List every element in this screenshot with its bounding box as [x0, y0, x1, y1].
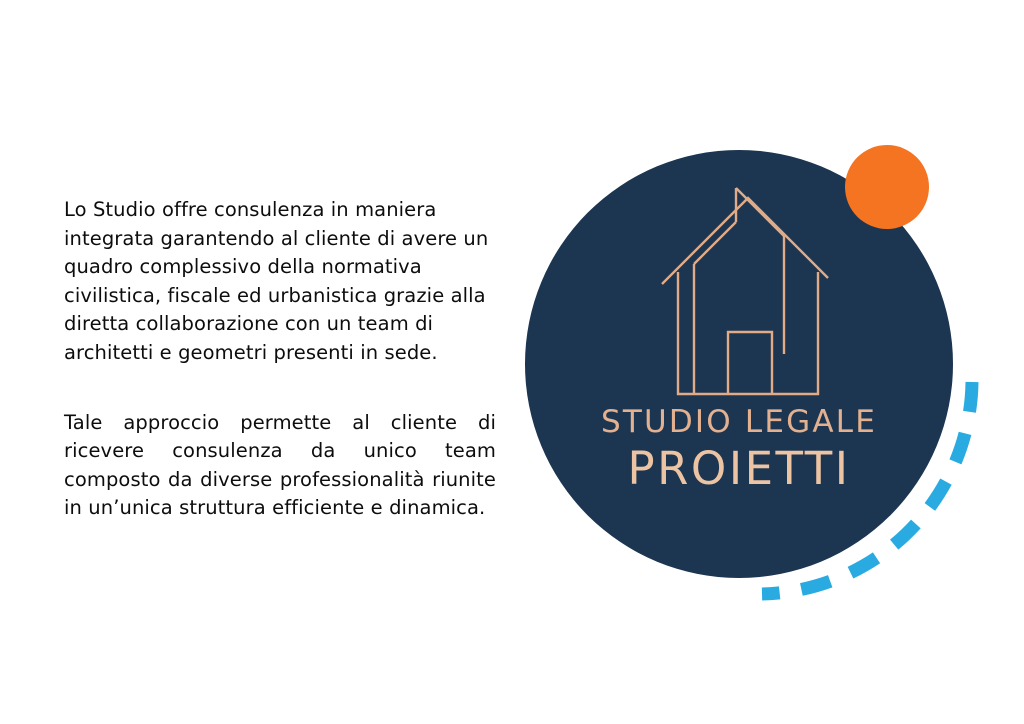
body-paragraph-1: Lo Studio offre consulenza in maniera integrata garantendo al cliente di avere un quadro complessivo della normativa civilistica, fiscale ed urbanistica grazie alla diretta collaborazione con un team di architetti e geometri presenti in sede. — [64, 198, 489, 364]
text-column — [64, 196, 496, 523]
logo-name-line-2: PROIETTI — [627, 442, 851, 495]
logo-wordmark — [525, 402, 953, 496]
logo-composition — [512, 132, 982, 612]
body-paragraph-2: Tale approccio permette al cliente di ricevere consulenza da unico team composto da diverse professionalità riunite in un’unica struttura efficiente e dinamica. — [64, 410, 496, 520]
orange-circle-decoration — [845, 145, 929, 229]
house-outline-icon — [632, 172, 832, 407]
logo-name-line-1: STUDIO LEGALE — [600, 404, 878, 440]
